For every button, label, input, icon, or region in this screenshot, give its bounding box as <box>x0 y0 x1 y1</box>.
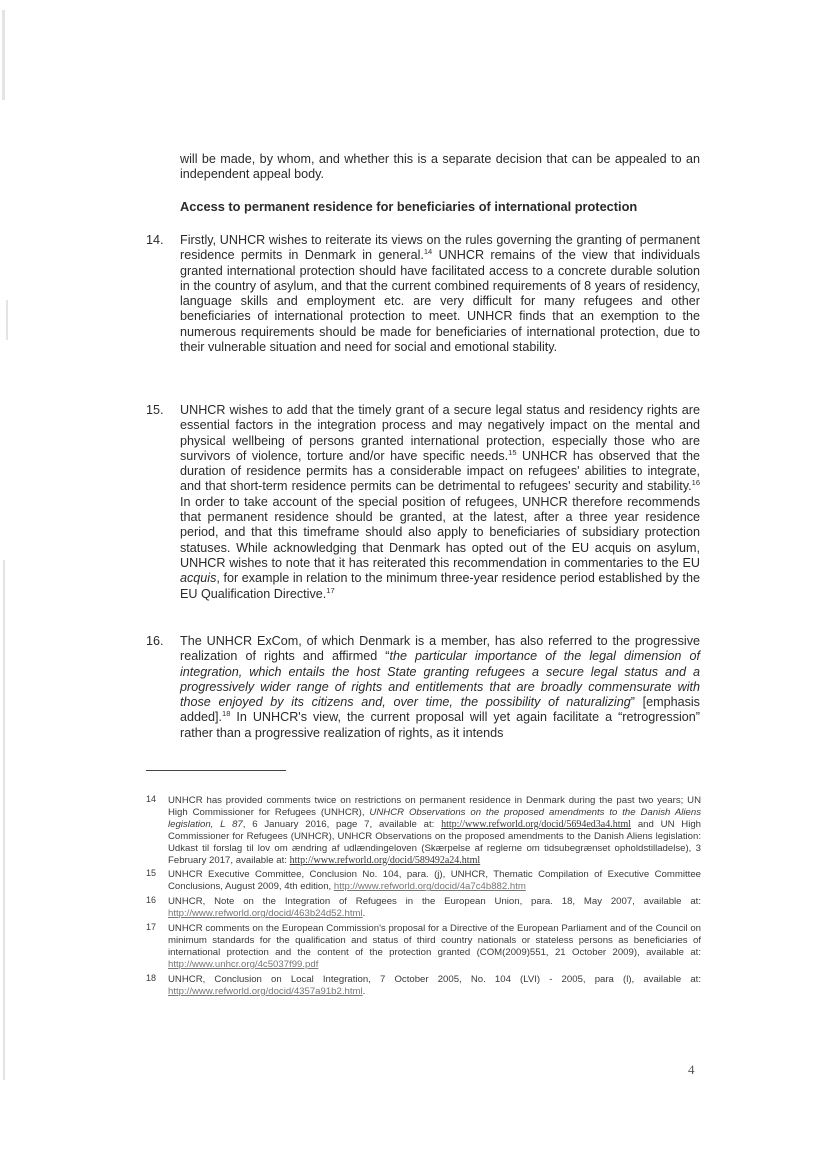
footnote-link[interactable]: http://www.refworld.org/docid/589492a24.html <box>289 854 481 866</box>
text-run: Firstly, UNHCR wishes to reiterate its views on the rules governing the granting of permanent residence permits in Denmark in general. <box>180 233 700 263</box>
text-run: UNHCR, Conclusion on Local Integration, 7 October 2005, No. 104 (LVI) - 2005, para (l), available at: <box>168 973 701 985</box>
text-run: UNHCR has observed that the duration of residence permits has a considerable impact on refugees' abilities to integrate, and that short-term residence permits can be detrimental to refugees' security and stability. <box>180 448 700 494</box>
scan-edge-mark <box>3 560 5 1080</box>
paragraph-15 <box>146 403 700 602</box>
section-heading: Access to permanent residence for beneficiaries of international protection <box>180 199 638 214</box>
intro-text: will be made, by whom, and whether this is a separate decision that can be appealed to an independent appeal body. <box>180 152 700 182</box>
page-number: 4 <box>688 1062 695 1077</box>
text-run: ” [emphasis added]. <box>180 695 700 725</box>
footnote-link[interactable]: http://www.refworld.org/docid/4a7c4b882.htm <box>333 881 526 893</box>
text-run: , 6 January 2016, page 7, available at: <box>242 818 442 830</box>
footnote-14 <box>146 795 701 866</box>
footnotes <box>146 795 701 1001</box>
text-run: UNHCR has provided comments twice on restrictions on permanent residence in Denmark during the past two years; UN High Commissioner for Refugees (UNHCR), <box>168 795 701 818</box>
footnote-15 <box>146 869 701 893</box>
paragraph-number: 15. <box>146 403 164 417</box>
paragraph-16 <box>146 634 700 741</box>
text-run: , for example in relation to the minimum three-year residence period established by the EU Qualification Directive. <box>180 571 700 601</box>
paragraph-text <box>180 634 700 741</box>
footnote-number: 15 <box>146 868 157 879</box>
footnote-separator <box>146 770 286 771</box>
text-run: . <box>362 985 366 997</box>
footnote-17 <box>146 923 701 971</box>
text-run: . <box>362 908 366 920</box>
paragraph-number: 14. <box>146 233 164 247</box>
footnote-number: 18 <box>146 972 157 983</box>
footnote-18 <box>146 974 701 998</box>
italic-text: UNHCR Observations on the proposed amendments to the Danish Aliens legislation, L 87 <box>168 806 701 830</box>
italic-quote: the particular importance of the legal dimension of integration, which entails the host State granting refugees a secure legal status and a progressively wider range of rights and entitlements that are broadly commensurate with those enjoyed by its citizens and, over time, the possibility of naturalizing <box>180 649 700 710</box>
footnote-number: 14 <box>146 794 157 804</box>
text-run: In UNHCR's view, the current proposal will yet again facilitate a “retrogression” rather than a progressive realization of rights, as it intends <box>180 710 700 740</box>
footnote-link[interactable]: http://www.refworld.org/docid/463b24d52.html <box>168 908 363 920</box>
scan-edge-mark <box>2 10 5 100</box>
scan-edge-mark <box>6 300 8 340</box>
text-run: UNHCR remains of the view that individuals granted international protection should have facilitated access to a concrete durable solution in the country of asylum, and that the current combined requirements of 8 years of residency, language skills and employment etc. are very difficult for many refugees and other beneficiaries of international protection to meet. UNHCR finds that an exemption to the numerous requirements should be made for beneficiaries of international protection, due to their vulnerable situation and need for social and emotional stability. <box>180 248 700 355</box>
text-run: UNHCR comments on the European Commission's proposal for a Directive of the European Parliament and of the Council on minimum standards for the qualification and status of third country nationals or stateless persons as beneficiaries of international protection and the content of the protection granted (COM(2009)551, 21 October 2009), available at: <box>168 923 701 958</box>
footnote-16 <box>146 896 701 920</box>
footnote-ref[interactable]: 16 <box>691 478 700 488</box>
paragraph-number: 16. <box>146 634 164 648</box>
footnote-ref[interactable]: 17 <box>326 585 335 595</box>
text-run: UNHCR, Note on the Integration of Refugees in the European Union, para. 18, May 2007, available at: <box>168 896 701 908</box>
footnote-link[interactable]: http://www.refworld.org/docid/5694ed3a4.html <box>441 818 632 830</box>
footnote-ref[interactable]: 15 <box>508 447 517 457</box>
footnote-number: 17 <box>146 922 157 933</box>
paragraph-text <box>180 403 700 602</box>
italic-text: acquis <box>180 571 217 586</box>
text-run: The UNHCR ExCom, of which Denmark is a member, has also referred to the progressive realization of rights and affirmed “ <box>180 634 700 664</box>
text-run: and UN High Commissioner for Refugees (UNHCR), UNHCR Observations on the proposed amendments to the Danish Aliens legislation: Udkast til forslag til lov om ændring af udlændingeloven (Skærpelse af reglerne om tidsubegrænset opholdstilladelse), 3 February 2017, available at: <box>168 818 702 866</box>
text-run: UNHCR wishes to add that the timely grant of a secure legal status and residency rights are essential factors in the integration process and may negatively impact on the mental and physical wellbeing of persons granted international protection, especially those who are survivors of violence, torture and/or have specific needs. <box>180 403 700 463</box>
paragraph-14 <box>146 233 700 355</box>
text-run: In order to take account of the special position of refugees, UNHCR therefore recommends that permanent residence should be granted, at the latest, after a three year residence period, and that this timeframe should also apply to beneficiaries of subsidiary protection statuses. While acknowledging that Denmark has opted out of the EU acquis on asylum, UNHCR wishes to note that it has reiterated this recommendation in commentaries to the EU <box>180 494 700 570</box>
footnote-number: 16 <box>146 895 157 906</box>
text-run: UNHCR Executive Committee, Conclusion No. 104, para. (j), UNHCR, Thematic Compilation of Executive Committee Conclusions, August 2009, 4th edition, <box>168 869 701 893</box>
footnote-link[interactable]: http://www.unhcr.org/4c5037f99.pdf <box>168 958 319 970</box>
footnote-ref[interactable]: 18 <box>222 709 231 719</box>
paragraph-text <box>180 233 700 355</box>
footnote-link[interactable]: http://www.refworld.org/docid/4357a91b2.html <box>168 985 363 997</box>
footnote-ref[interactable]: 14 <box>423 247 433 257</box>
